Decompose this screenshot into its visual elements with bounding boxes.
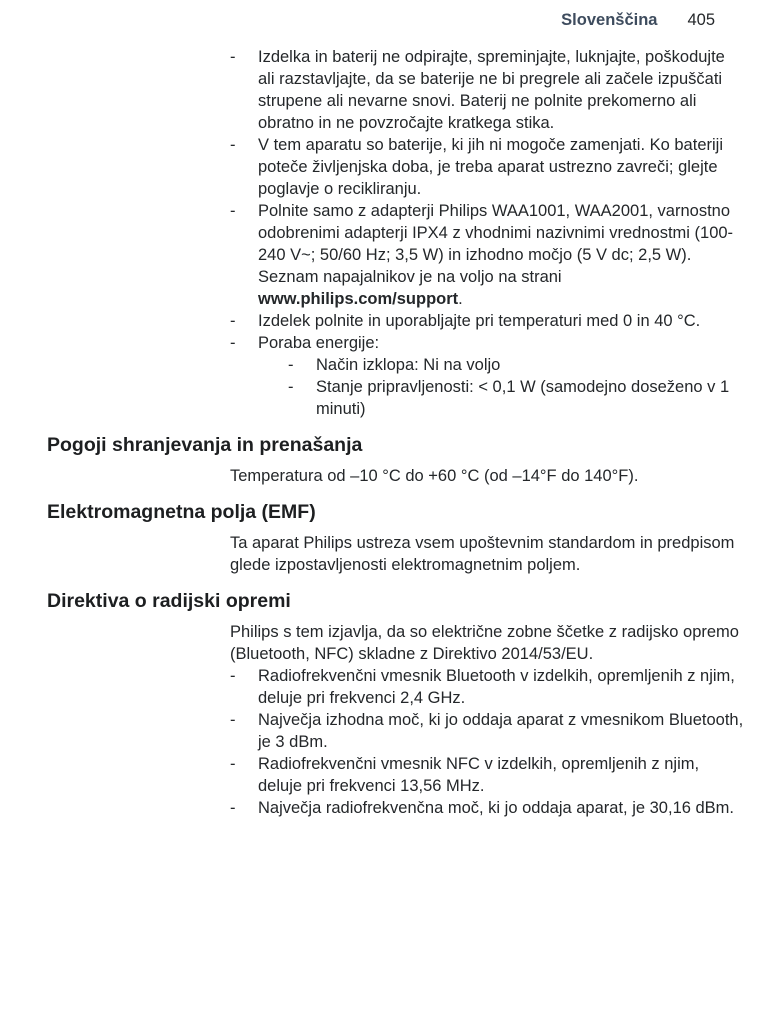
section-paragraph: Temperatura od –10 °C do +60 °C (od –14°F do 140°F). [230,467,639,485]
section-emf [47,500,745,576]
list-item-text: Radiofrekvenčni vmesnik NFC v izdelkih, opremljenih z njim, deluje pri frekvenci 13,56 MHz. [258,755,700,795]
list-item [230,753,745,797]
sub-list-item [288,354,745,376]
dash-bullet: - [288,378,294,396]
language-label: Slovenščina [561,11,658,29]
list-item [230,310,745,332]
list-item [230,332,745,420]
section-radio-directive [47,589,745,819]
list-item [230,709,745,753]
list-item-text-suffix: . [458,290,463,308]
section-paragraph: Ta aparat Philips ustreza vsem upoštevnim standardom in predpisom glede izpostavljenosti elektromagnetnim poljem. [230,534,735,574]
list-item-text: Izdelka in baterij ne odpirajte, spreminjajte, luknjajte, poškodujte ali razstavljajte, da se baterije ne bi pregrele ali začele izpuščati strupene ali nevarne snovi. Baterij ne polnite prekomerno ali obratno in ne povzročajte kratkega stika. [258,48,725,132]
dash-bullet: - [230,711,236,729]
list-item-text: Največja izhodna moč, ki jo oddaja aparat z vmesnikom Bluetooth, je 3 dBm. [258,711,744,751]
dash-bullet: - [230,755,236,773]
dash-bullet: - [230,799,236,817]
list-item [230,665,745,709]
sub-list-item-text: Stanje pripravljenosti: < 0,1 W (samodejno doseženo v 1 minuti) [316,378,730,418]
dash-bullet: - [230,312,236,330]
support-url[interactable]: www.philips.com/support [258,290,459,308]
list-item [230,200,745,310]
list-item-text [258,332,745,420]
dash-bullet: - [230,136,236,154]
list-item-text: Izdelek polnite in uporabljajte pri temperaturi med 0 in 40 °C. [258,312,701,330]
dash-bullet: - [230,202,236,220]
dash-bullet: - [288,356,294,374]
dash-bullet: - [230,667,236,685]
list-item [230,46,745,134]
list-item-text: Največja radiofrekvenčna moč, ki jo oddaja aparat, je 30,16 dBm. [258,799,735,817]
page-content [47,46,745,819]
list-item-text: Radiofrekvenčni vmesnik Bluetooth v izdelkih, opremljenih z njim, deluje pri frekvenci 2,4 GHz. [258,667,735,707]
section-heading: Direktiva o radijski opremi [47,590,291,612]
sub-list-item-text: Način izklopa: Ni na voljo [316,356,501,374]
dash-bullet: - [230,48,236,66]
radio-list [230,665,745,819]
list-item-text-lead: Poraba energije: [258,334,380,352]
sub-list-item [288,376,745,420]
list-item-text-lead: Polnite samo z adapterji Philips WAA1001, WAA2001, varnostno odobrenimi adapterji IPX4 z vhodnimi nazivnimi vrednostmi (100-240 V~; 50/60 Hz; 3,5 W) in izhodno močjo (5 V dc; 2,5 W). Seznam napajalnikov je na voljo na strani [258,202,734,286]
list-item-text [258,200,745,310]
section-heading: Pogoji shranjevanja in prenašanja [47,434,363,456]
safety-list [230,46,745,420]
list-item [230,797,745,819]
dash-bullet: - [230,334,236,352]
list-item-text: V tem aparatu so baterije, ki jih ni mogoče zamenjati. Ko bateriji poteče življenjska doba, je treba aparat ustrezno zavreči; glejte poglavje o recikliranju. [258,136,723,198]
section-storage [47,433,745,487]
energy-sub-list [288,354,745,420]
page-header [47,10,745,30]
section-heading: Elektromagnetna polja (EMF) [47,501,316,523]
list-item [230,134,745,200]
section-paragraph: Philips s tem izjavlja, da so električne zobne ščetke z radijsko opremo (Bluetooth, NFC) skladne z Direktivo 2014/53/EU. [230,623,739,663]
page-number: 405 [687,11,715,29]
